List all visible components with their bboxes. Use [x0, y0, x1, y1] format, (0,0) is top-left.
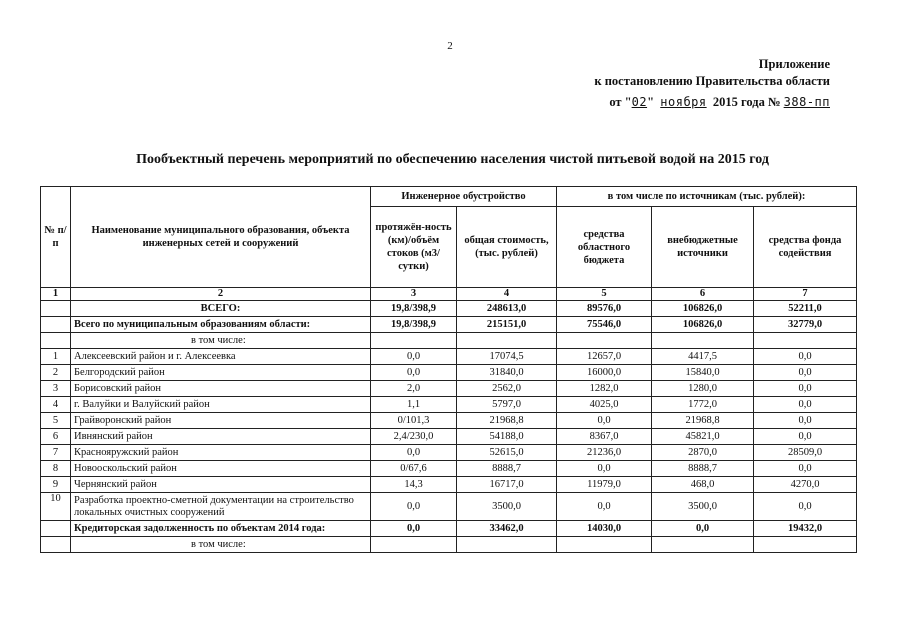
row-offbudget: 4417,5 [652, 349, 754, 365]
row-regional: 4025,0 [557, 397, 652, 413]
row-num: 1 [41, 349, 71, 365]
row-cost: 52615,0 [457, 445, 557, 461]
row-fund: 0,0 [754, 493, 857, 521]
total-fund: 52211,0 [754, 301, 857, 317]
row-fund: 0,0 [754, 349, 857, 365]
row-offbudget: 8888,7 [652, 461, 754, 477]
row-cost: 21968,8 [457, 413, 557, 429]
date-prefix: от " [609, 95, 632, 109]
row-num: 7 [41, 445, 71, 461]
row-num: 2 [41, 365, 71, 381]
page-number: 2 [447, 40, 453, 52]
including-label: в том числе: [71, 333, 371, 349]
debt-cost: 33462,0 [457, 521, 557, 537]
row-length: 1,1 [371, 397, 457, 413]
row-regional: 21236,0 [557, 445, 652, 461]
row-cost: 3500,0 [457, 493, 557, 521]
row-regional: 11979,0 [557, 477, 652, 493]
table-row [41, 365, 857, 381]
municipal-total-offbudget: 106826,0 [652, 317, 754, 333]
municipal-total-cost: 215151,0 [457, 317, 557, 333]
municipal-total-fund: 32779,0 [754, 317, 857, 333]
debt-offbudget: 0,0 [652, 521, 754, 537]
row-length: 0,0 [371, 493, 457, 521]
row-num: 3 [41, 381, 71, 397]
row-cost: 16717,0 [457, 477, 557, 493]
header-regional: средства областного бюджета [557, 207, 652, 288]
header-offbudget: внебюджетные источники [652, 207, 754, 288]
header-name: Наименование муниципального образования, объекта инженерных сетей и сооружений [71, 187, 371, 288]
debt-regional: 14030,0 [557, 521, 652, 537]
table-row [41, 493, 857, 521]
row-num: 9 [41, 477, 71, 493]
row-name: Краснояружский район [71, 445, 371, 461]
row-regional: 0,0 [557, 493, 652, 521]
row-name: Борисовский район [71, 381, 371, 397]
row-fund: 0,0 [754, 365, 857, 381]
municipal-total-length: 19,8/398,9 [371, 317, 457, 333]
total-length: 19,8/398,9 [371, 301, 457, 317]
row-fund: 0,0 [754, 461, 857, 477]
row-offbudget: 15840,0 [652, 365, 754, 381]
row-fund: 0,0 [754, 429, 857, 445]
row-offbudget: 1280,0 [652, 381, 754, 397]
row-fund: 28509,0 [754, 445, 857, 461]
row-fund: 0,0 [754, 381, 857, 397]
table-row [41, 381, 857, 397]
row-length: 0/67,6 [371, 461, 457, 477]
row-name: Разработка проектно-сметной документации на строительство локальных очистных сооружений [71, 493, 371, 521]
column-number: 7 [754, 288, 857, 301]
total-offbudget: 106826,0 [652, 301, 754, 317]
row-length: 2,0 [371, 381, 457, 397]
header-length: протяжён-ность (км)/объём стоков (м3/сутки) [371, 207, 457, 288]
column-number-row [41, 288, 857, 301]
row-cost: 5797,0 [457, 397, 557, 413]
including-row [41, 333, 857, 349]
including-label-2: в том числе: [71, 537, 371, 553]
document-title: Пообъектный перечень мероприятий по обеспечению населения чистой питьевой водой на 2015 год [136, 152, 769, 167]
column-number: 1 [41, 288, 71, 301]
column-number: 2 [71, 288, 371, 301]
row-offbudget: 2870,0 [652, 445, 754, 461]
column-number: 3 [371, 288, 457, 301]
table-row [41, 349, 857, 365]
row-name: Ивнянский район [71, 429, 371, 445]
appendix-title: Приложение [758, 57, 830, 71]
table-row [41, 461, 857, 477]
row-name: Новооскольский район [71, 461, 371, 477]
row-regional: 12657,0 [557, 349, 652, 365]
row-num: 4 [41, 397, 71, 413]
measures-table [40, 186, 857, 553]
row-length: 0,0 [371, 445, 457, 461]
row-length: 0/101,3 [371, 413, 457, 429]
date-day: 02 [631, 95, 648, 109]
debt-fund: 19432,0 [754, 521, 857, 537]
row-cost: 31840,0 [457, 365, 557, 381]
table-row [41, 445, 857, 461]
row-fund: 4270,0 [754, 477, 857, 493]
total-cost: 248613,0 [457, 301, 557, 317]
row-regional: 0,0 [557, 461, 652, 477]
including-row-2 [41, 537, 857, 553]
municipal-total-label: Всего по муниципальным образованиям области: [71, 317, 371, 333]
row-name: Белгородский район [71, 365, 371, 381]
row-length: 0,0 [371, 349, 457, 365]
table-row [41, 397, 857, 413]
row-regional: 0,0 [557, 413, 652, 429]
row-length: 14,3 [371, 477, 457, 493]
row-num: 5 [41, 413, 71, 429]
municipal-total-regional: 75546,0 [557, 317, 652, 333]
row-cost: 54188,0 [457, 429, 557, 445]
total-row [41, 301, 857, 317]
row-name: Алексеевский район и г. Алексеевка [71, 349, 371, 365]
header-engineering: Инженерное обустройство [371, 187, 557, 207]
header-fund: средства фонда содействия [754, 207, 857, 288]
appendix-block [594, 56, 830, 111]
header-row-1 [41, 187, 857, 207]
row-offbudget: 468,0 [652, 477, 754, 493]
row-length: 2,4/230,0 [371, 429, 457, 445]
total-regional: 89576,0 [557, 301, 652, 317]
row-length: 0,0 [371, 365, 457, 381]
row-offbudget: 21968,8 [652, 413, 754, 429]
row-name: Чернянский район [71, 477, 371, 493]
row-offbudget: 1772,0 [652, 397, 754, 413]
row-fund: 0,0 [754, 397, 857, 413]
date-year: 2015 года № [712, 95, 781, 109]
date-month: ноября [660, 95, 707, 109]
row-name: Грайворонский район [71, 413, 371, 429]
header-num: № п/п [41, 187, 71, 288]
table-row [41, 429, 857, 445]
row-regional: 8367,0 [557, 429, 652, 445]
row-num: 10 [41, 493, 71, 521]
column-number: 4 [457, 288, 557, 301]
resolution-number: 388-пп [783, 95, 830, 109]
column-number: 5 [557, 288, 652, 301]
debt-label: Кредиторская задолженность по объектам 2014 года: [71, 521, 371, 537]
debt-length: 0,0 [371, 521, 457, 537]
debt-row [41, 521, 857, 537]
header-cost: общая стоимость, (тыс. рублей) [457, 207, 557, 288]
row-offbudget: 3500,0 [652, 493, 754, 521]
table-row [41, 413, 857, 429]
row-cost: 8888,7 [457, 461, 557, 477]
row-regional: 16000,0 [557, 365, 652, 381]
appendix-resolution: к постановлению Правительства области [594, 74, 830, 88]
row-name: г. Валуйки и Валуйский район [71, 397, 371, 413]
header-sources: в том числе по источникам (тыс. рублей): [557, 187, 857, 207]
date-mid: " [647, 95, 655, 109]
row-num: 6 [41, 429, 71, 445]
total-label: ВСЕГО: [71, 301, 371, 317]
row-cost: 2562,0 [457, 381, 557, 397]
table-row [41, 477, 857, 493]
row-regional: 1282,0 [557, 381, 652, 397]
row-num: 8 [41, 461, 71, 477]
row-cost: 17074,5 [457, 349, 557, 365]
municipal-total-row [41, 317, 857, 333]
row-fund: 0,0 [754, 413, 857, 429]
row-offbudget: 45821,0 [652, 429, 754, 445]
column-number: 6 [652, 288, 754, 301]
appendix-date-line [594, 94, 830, 111]
